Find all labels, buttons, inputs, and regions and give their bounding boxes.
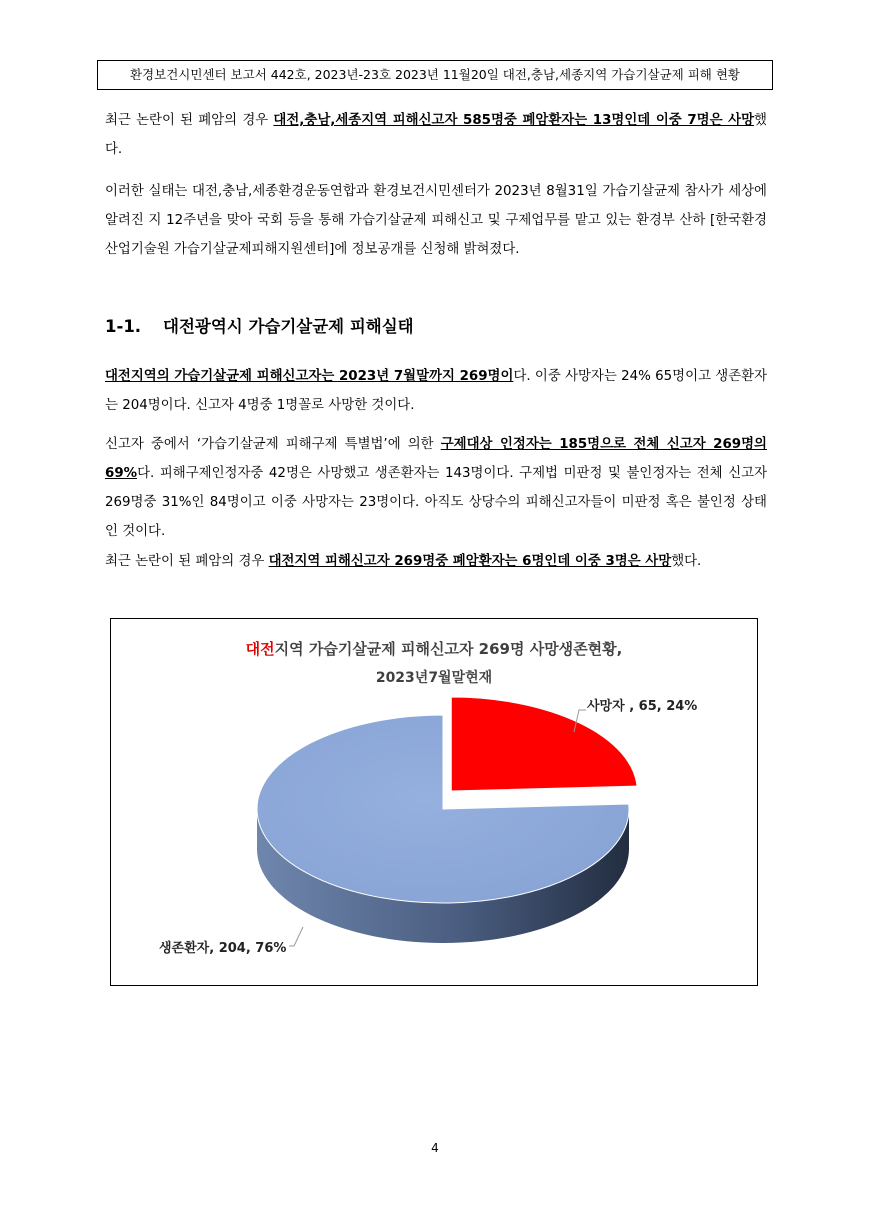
page-number: 4 [431,1141,439,1155]
p3-text-end: 다. 이중 사망자는 24% 65명이고 생존환자는 204명이다. 신고자 4명중 1명꼴로 사망한 것이다. [105,369,768,413]
section-title: 대전광역시 가습기살균제 피해실태 [163,317,414,336]
section-heading [105,313,414,337]
pie-slices [257,697,637,943]
p5-text-start: 최근 논란이 된 폐암의 경우 [105,554,269,569]
pie-chart [111,619,757,985]
p4-text-end: 다. 피해구제인정자중 42명은 사망했고 생존환자는 143명이다. 구제법 미판정 및 불인정자는 전체 신고자 269명중 31%인 84명이고 이중 사망자는 23명이다. 아직도 상당수의 피해신고자들이 미판정 혹은 불인정 상태인 것이다. [105,466,767,539]
p5-emphasis: 대전지역 피해신고자 269명중 폐암환자는 6명인데 이중 3명은 사망 [268,554,672,569]
chart-title-highlight: 대전 [245,640,275,658]
label-survivor: 생존환자, 204, 76% [159,941,287,956]
paragraph-source: 이러한 실태는 대전,충남,세종환경운동연합과 환경보건시민센터가 2023년 8월31일 가습기살균제 참사가 세상에 알려진 지 12주년을 맞아 국회 등을 통해 가습기살균제 피해신고 및 구제업무를 맡고 있는 환경부 산하 [한국환경산업기술원 가습기살균제피해지원센터]에 정보공개를 신청해 밝혀졌다. [105,184,767,257]
p4-emphasis: 구제대상 인정자는 185명으로 전체 신고자 269명의 69% [105,437,767,481]
p5-text-end: 했다. [671,554,702,569]
p1-emphasis: 대전,충남,세종지역 피해신고자 585명중 폐암환자는 13명인데 이중 7명은 사망 [273,113,755,128]
section-number: 1-1. [105,317,142,336]
p4-text-start: 신고자 중에서 ‘가습기살균제 피해구제 특별법’에 의한 [105,437,441,452]
paragraph-daejeon-lung-cancer [105,547,767,576]
p1-text-start: 최근 논란이 된 폐암의 경우 [105,113,274,128]
label-death: 사망자 , 65, 24% [587,699,698,714]
report-header: 환경보건시민센터 보고서 442호, 2023년-23호 2023년 11월20일 대전,충남,세종지역 가습기살균제 피해 현황 [97,60,773,90]
leader-line-survivor [289,927,303,946]
pie-chart-frame [110,618,758,986]
p3-emphasis: 대전지역의 가습기살균제 피해신고자는 2023년 7월말까지 269명이 [105,369,514,384]
chart-title-line2: 2023년7월말현재 [375,670,493,686]
paragraph-daejeon-reports [105,362,767,420]
p1-text-end: 했다. [105,113,767,157]
paragraph-relief-recognition [105,430,767,546]
chart-title-line1 [246,640,623,658]
chart-title-rest: 지역 가습기살균제 피해신고자 269명 사망생존현황, [274,640,623,658]
paragraph-lung-cancer-region [105,106,767,164]
